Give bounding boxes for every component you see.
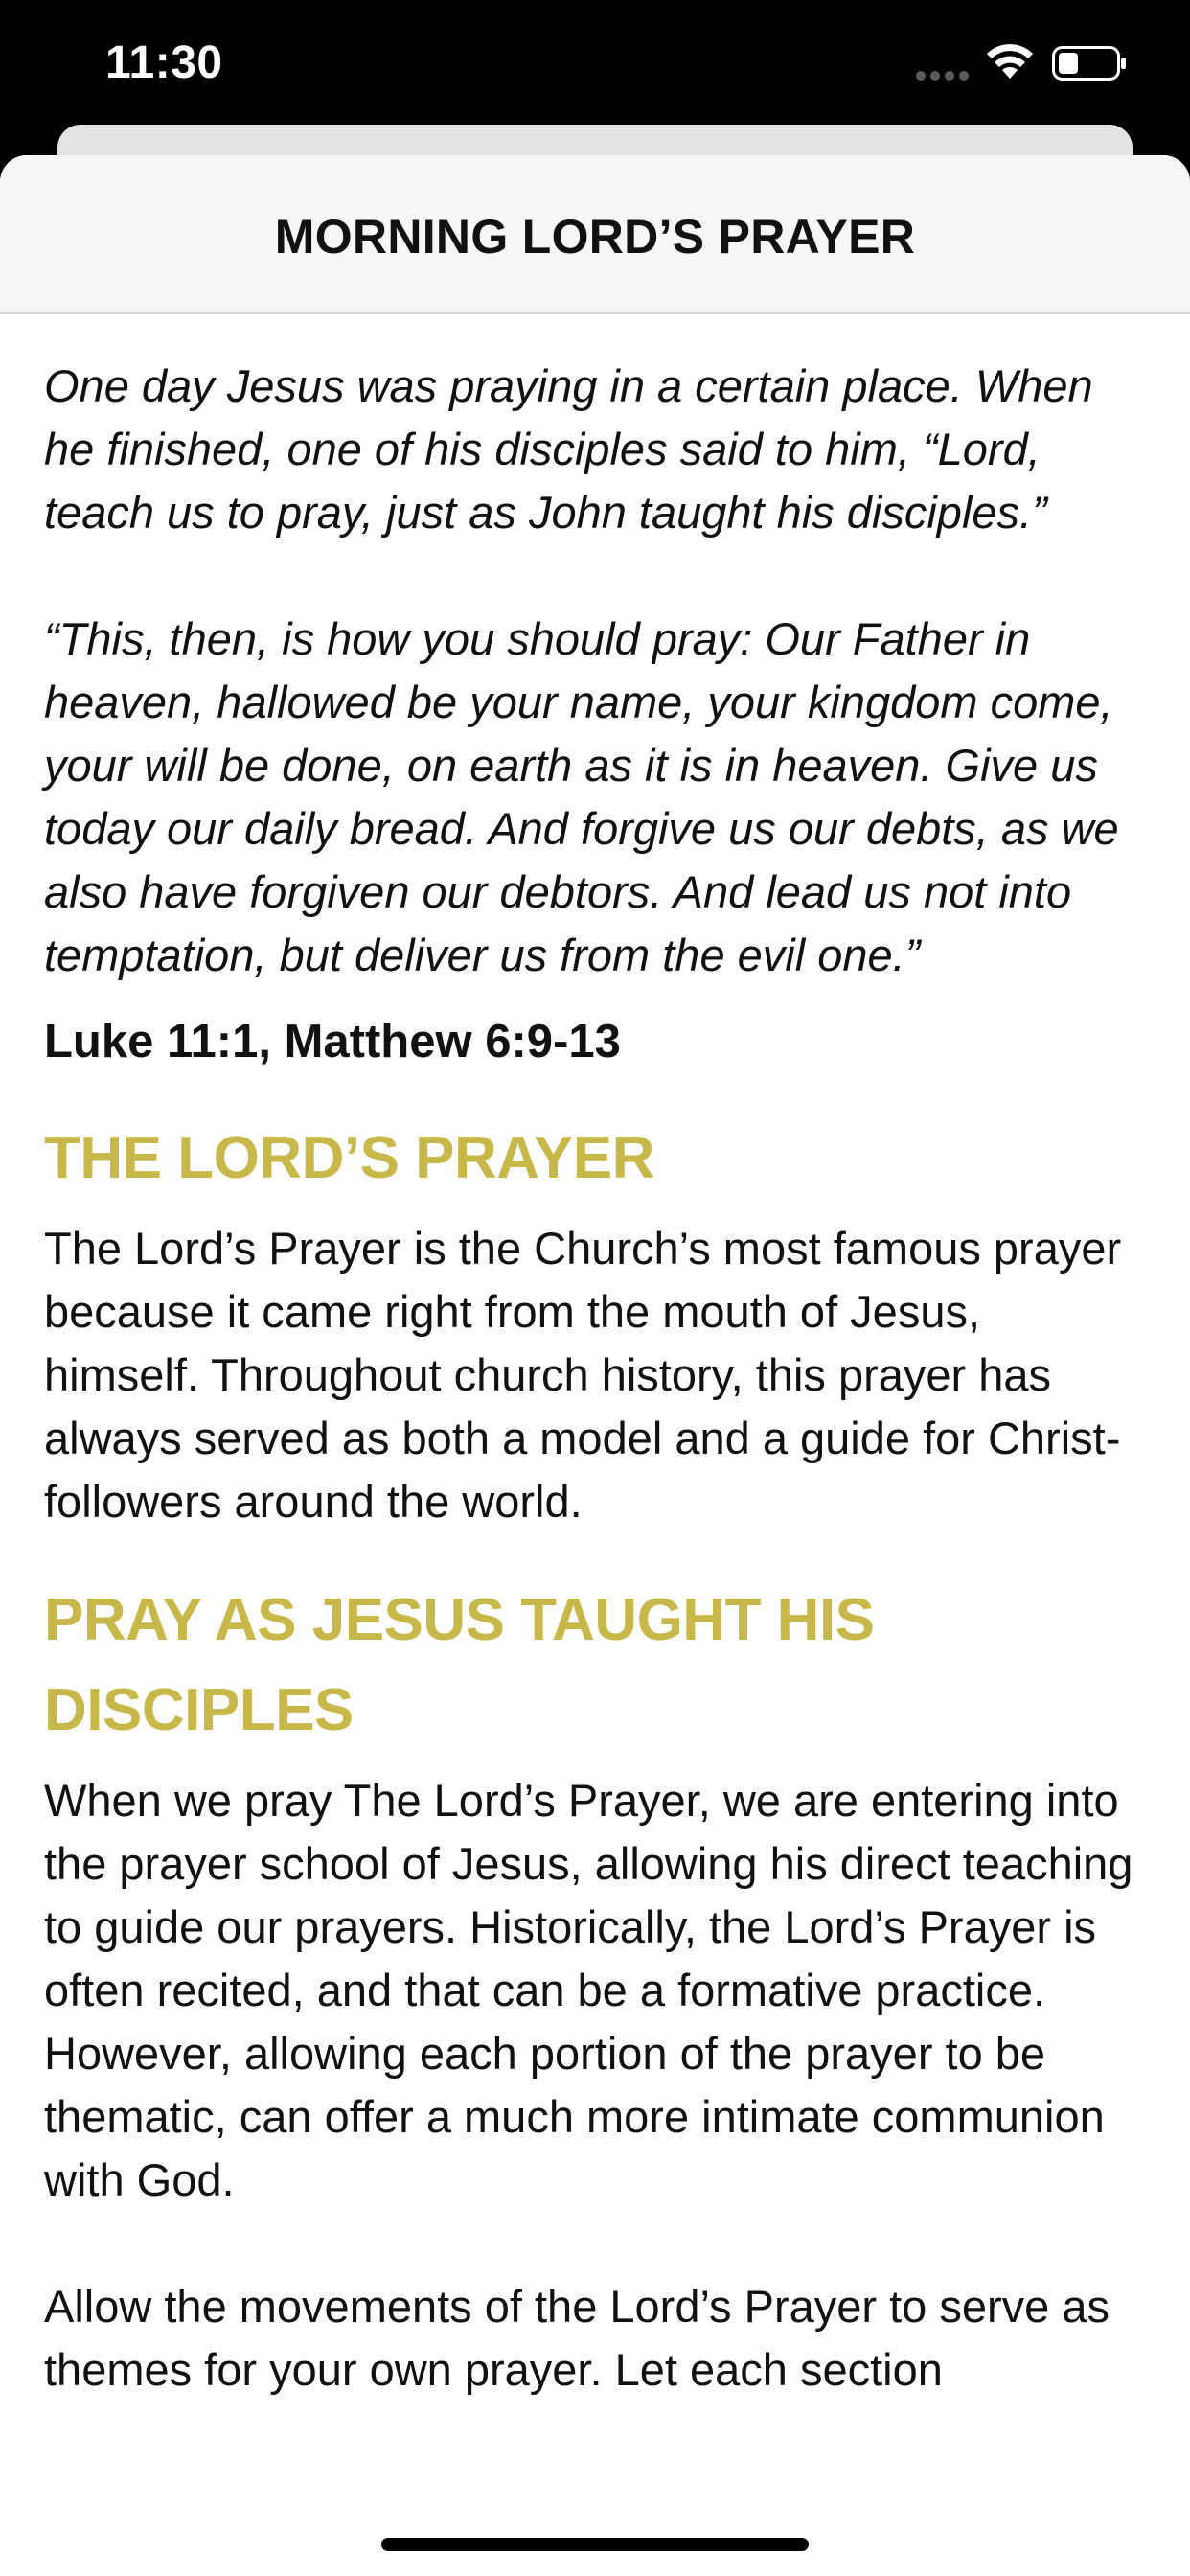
wifi-icon [985,42,1035,80]
battery-icon [1052,46,1127,80]
prayer-sheet[interactable] [0,155,1190,2576]
nav-header [0,155,1190,314]
content-scroll[interactable] [0,355,1190,2402]
section-heading-pray-as-jesus: PRAY AS JESUS TAUGHT HIS DISCIPLES [44,1587,875,1743]
section-heading-lords-prayer: THE LORD’S PRAYER [44,1125,654,1191]
home-indicator[interactable] [381,2538,809,2551]
signal-dots-icon [915,70,971,81]
status-bar [0,0,1190,134]
section-body-pray-as-jesus: When we pray The Lord’s Prayer, we are entering into the prayer school of Jesus, allowing his direct teaching to guide our prayers. Historically, the Lord’s Prayer is often recited, and that can be a formative practice. However, allowing each portion of the prayer to be thematic, can offer a much more intimate communion with God. Allow the movements of the Lord’s Prayer to serve as themes for your own prayer. Let each section [44,1775,1133,2395]
status-time: 11:30 [105,37,223,88]
scripture-text: One day Jesus was praying in a certain place. When he finished, one of his disciples said to him, “Lord, teach us to pray, just as John taught his disciples.” “This, then, is how you should pray: Our Father in heaven, hallowed be your name, your kingdom come, your will be done, on earth as it is in heaven. Give us today our daily bread. And forgive us our debts, as we also have forgiven our debtors. And lead us not into temptation, but deliver us from the evil one.” [44,360,1119,980]
section-body-lords-prayer: The Lord’s Prayer is the Church’s most famous prayer because it came right from the mouth of Jesus, himself. Throughout church history, this prayer has always served as both a model and a guide for Christ-followers around the world. [44,1223,1122,1527]
page-title: MORNING LORD’S PRAYER [274,210,916,264]
scripture-reference: Luke 11:1, Matthew 6:9-13 [44,1016,621,1068]
